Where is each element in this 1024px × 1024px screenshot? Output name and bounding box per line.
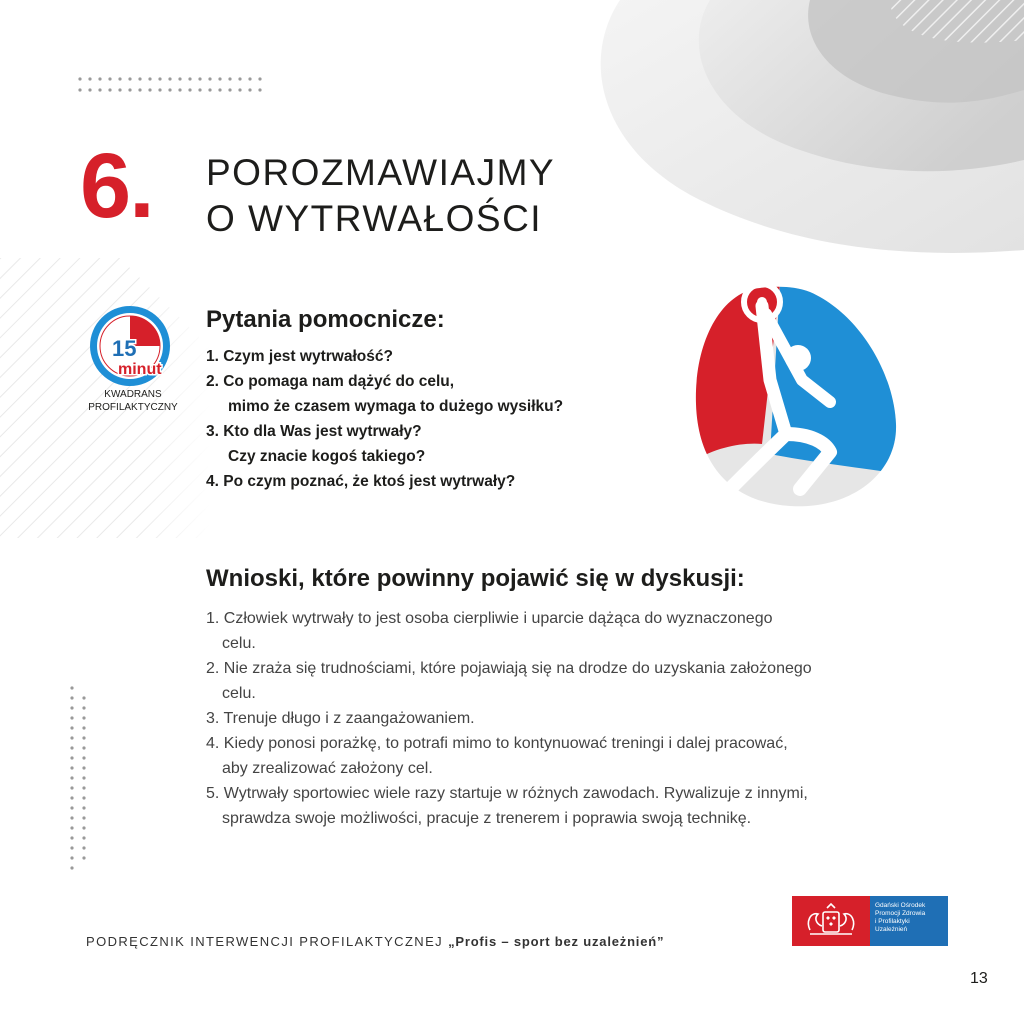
- timer-value: 15: [112, 336, 137, 361]
- timer-caption-line1: KWADRANS: [104, 389, 162, 400]
- questions-list: [206, 344, 563, 494]
- footer-title: „Profis – sport bez uzależnień”: [448, 934, 665, 949]
- question-item: 3. Kto dla Was jest wytrwały? Czy znacie kogoś takiego?: [206, 423, 426, 465]
- chapter-number: 6.: [80, 135, 153, 237]
- timer-caption: [70, 388, 196, 414]
- crest-icon: [792, 896, 870, 946]
- chapter-number-dot: .: [129, 135, 153, 237]
- decorative-dots-left: [68, 684, 92, 874]
- question-item: 2. Co pomaga nam dążyć do celu, mimo że czasem wymaga to dużego wysiłku?: [206, 373, 564, 415]
- conclusion-item: 3. Trenuje długo i z zaangażowaniem.: [206, 710, 475, 727]
- question-item: 1. Czym jest wytrwałość?: [206, 348, 393, 365]
- conclusion-item: 2. Nie zraża się trudnościami, które pojawiają się na drodze do uzyskania założonego celu.: [206, 660, 812, 702]
- organization-logo: [792, 896, 948, 946]
- page-number: 13: [970, 970, 988, 987]
- chapter-title-line2: O WYTRWAŁOŚCI: [206, 198, 543, 239]
- question-item: 4. Po czym poznać, że ktoś jest wytrwały?: [206, 473, 516, 490]
- logo-text: Gdański Ośrodek Promocji Zdrowia i Profilaktyki Uzależnień: [870, 896, 948, 946]
- conclusions-list: [206, 606, 936, 831]
- conclusions-heading: Wnioski, które powinny pojawić się w dyskusji:: [206, 565, 745, 592]
- conclusion-item: 4. Kiedy ponosi porażkę, to potrafi mimo to kontynuować treningi i dalej pracować, aby zrealizować założony cel.: [206, 735, 788, 777]
- decorative-dots-top: [76, 76, 266, 96]
- chapter-title: [206, 150, 555, 242]
- timer-caption-line2: PROFILAKTYCZNY: [88, 402, 178, 413]
- weightlifter-icon: [690, 284, 900, 510]
- chapter-title-line1: POROZMAWIAJMY: [206, 152, 556, 193]
- questions-heading: Pytania pomocnicze:: [206, 306, 445, 333]
- timer-unit: minut: [118, 361, 162, 378]
- background-swoosh: [560, 0, 1024, 280]
- conclusion-item: 1. Człowiek wytrwały to jest osoba cierpliwie i uparcie dążąca do wyznaczonego celu.: [206, 610, 773, 652]
- conclusion-item: 5. Wytrwały sportowiec wiele razy startuje w różnych zawodach. Rywalizuje z innymi, sprawdza swoje możliwości, pracuje z trenerem i poprawia swoją technikę.: [206, 785, 808, 827]
- footer-prefix: PODRĘCZNIK INTERWENCJI PROFILAKTYCZNEJ: [86, 934, 444, 949]
- footer-text: [86, 934, 664, 949]
